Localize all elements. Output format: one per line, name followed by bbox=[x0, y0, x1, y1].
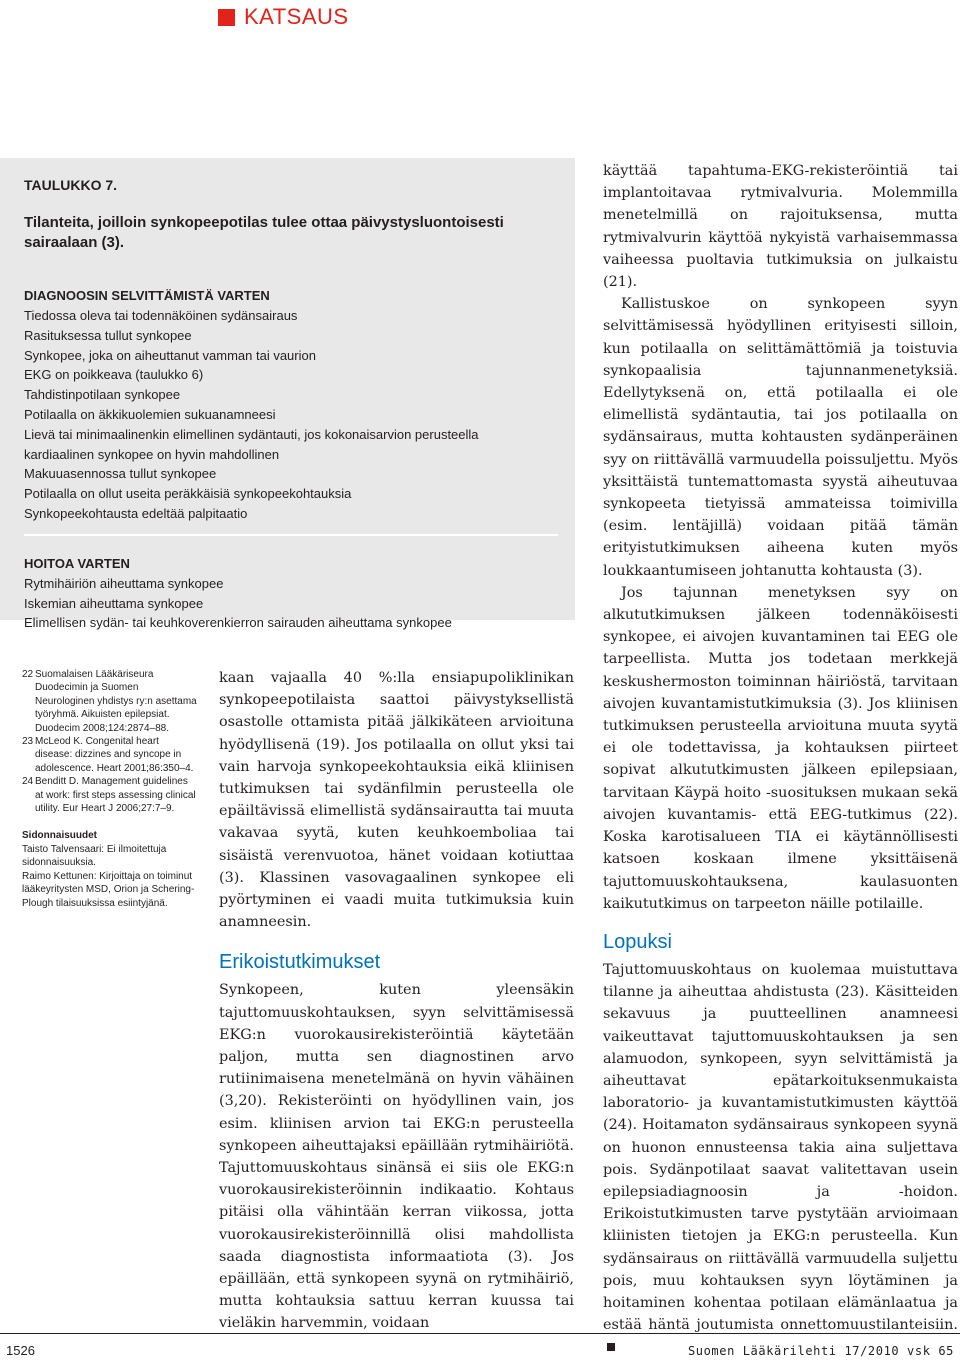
journal-info: Suomen Lääkärilehti 17/2010 vsk 65 bbox=[687, 1344, 954, 1358]
table-item: Tiedossa oleva tai todennäköinen sydänsairaus bbox=[24, 308, 298, 323]
subheading-erikoistutkimukset: Erikoistutkimukset bbox=[219, 951, 381, 974]
table-item: Potilaalla on ollut useita peräkkäisiä synkopeekohtauksia bbox=[24, 486, 352, 502]
disclosure-line: Raimo Kettunen: Kirjoittaja on toiminut lääkeyritysten MSD, Orion ja Schering-Plough tilaisuuksissa esiintyjänä. bbox=[22, 870, 195, 909]
table-item: Synkopeekohtausta edeltää palpitaatio bbox=[24, 505, 248, 521]
table-section-heading-diagnosis: DIAGNOOSIN SELVITTÄMISTÄ VARTEN bbox=[24, 288, 270, 303]
section-label: KATSAUS bbox=[244, 4, 349, 29]
body-paragraph: Jos tajunnan menetyksen syy on alkututkimuksen jälkeen todennäköisesti synkopee, ei aivojen kuvantaminen tai EEG ole tarpeellista. Mutta jos todetaan merkkejä keskushermoston toiminnan häiriöstä, tarvitaan aivojen kuvantamistutkimuksia (3). Jos kliinisen tutkimuksen perusteella arvioituna muuta syytä ei ole todettavissa, ja kohtauksen piirteet sopivat alkututkimusten jälkeen epilepsiaan, tarvitaan Käypä hoito -suosituksen mukaan sekä aivojen kuvantamis- että EEG-tutkimus (22). Koska karotisalueen TIA ei käytännöllisesti katsoen koskaan ilmene yksittäisenä tajuttomuuskohtauksena, kaulasuonten kaikututkimus on tarpeeton näille potilaille. bbox=[603, 584, 958, 912]
disclosure-line: Taisto Talvensaari: Ei ilmoitettuja sidonnaisuuksia. bbox=[22, 843, 167, 869]
disclosures-heading: Sidonnaisuudet bbox=[22, 830, 97, 842]
page-number: 1526 bbox=[6, 1343, 35, 1358]
table-item: kardiaalinen synkopee on hyvin mahdollinen bbox=[24, 446, 280, 462]
right-column bbox=[603, 160, 958, 1359]
table-item: EKG on poikkeava (taulukko 6) bbox=[24, 367, 204, 383]
table-item: Elimellisen sydän- tai keuhkoverenkierron sairauden aiheuttama synkopee bbox=[24, 615, 452, 631]
reference-text: Benditt D. Management guidelines at work: first steps assessing clinical utility. Eur Heart J 2006;27:7–9. bbox=[35, 776, 196, 815]
table-content bbox=[24, 176, 559, 633]
table-box bbox=[0, 158, 575, 631]
table-item: Rasituksessa tullut synkopee bbox=[24, 327, 192, 343]
section-header bbox=[218, 4, 349, 30]
footer-rule bbox=[0, 1333, 960, 1334]
table-item: Iskemian aiheuttama synkopee bbox=[24, 595, 204, 611]
reference-item bbox=[22, 668, 197, 735]
table-item: Tahdistinpotilaan synkopee bbox=[24, 387, 181, 403]
body-paragraph: kaan vajaalla 40 %:lla ensiapupoliklinikan synkopeepotilaista saattoi päivystyksellistä osastolle ottamista pitää jälkikäteen arvioituna hyödyllisenä (19). Jos potilaalla on ollut yksi tai vain harvoja synkopeekohtauksia eikä kliinisen tutkimuksen tai sydänfilmin perusteella ole epäiltävissä elimellistä sydänsairautta tai muuta vakavaa syytä, kuten keuhkoemboliaa tai sisäistä verenvuotoa, hänet voidaan kotiuttaa (3). Klassinen vasovagaalinen synkopee eli pyörtyminen ei vaadi muita tutkimuksia kuin anamneesin. bbox=[219, 670, 574, 931]
body-paragraph: Synkopeen, kuten yleensäkin tajuttomuuskohtauksen, syyn selvittämisessä EKG:n vuorokausirekisteröintiä käytetään paljon, mutta sen diagnostinen arvo rutiinimaisena menetelmänä on hyvin vähäinen (3,20). Rekisteröinti on hyödyllinen vain, jos esim. kliinisen arvion tai EKG:n perusteella synkopeen aiheuttajaksi epäillään rytmihäiriötä. Tajuttomuuskohtaus sinänsä ei siis ole EKG:n vuorokausirekisteröinnin indikaatio. Kohtaus pitäisi olla vähintään kerran viikossa, jotta vuorokausirekisteröinnillä olisi mahdollista saada diagnostista informaatiota (3). Jos epäillään, että synkopeen syynä on rytmihäiriö, mutta kohtauksia sattuu kerran kuussa tai vieläkin harvemmin, voidaan bbox=[219, 982, 574, 1332]
table-item: Lievä tai minimaalinenkin elimellinen sydäntauti, jos kokonaisarvion perusteella bbox=[24, 426, 479, 442]
table-item: Synkopee, joka on aiheuttanut vamman tai vaurion bbox=[24, 347, 316, 363]
reference-text: McLeod K. Congenital heart disease: dizzines and syncope in adolescence. Heart 2001;86:350–4. bbox=[35, 736, 194, 774]
table-number: TAULUKKO 7. bbox=[24, 177, 118, 193]
table-title: Tilanteita, joilloin synkopeepotilas tulee ottaa päivystysluontoisesti sairaalaan (3). bbox=[24, 214, 504, 251]
subheading-lopuksi: Lopuksi bbox=[603, 930, 672, 953]
final-paragraph-text: Tajuttomuuskohtaus on kuolemaa muistuttava tilanne ja aiheuttaa ahdistusta (23). Käsitteiden sekavuus ja puutteellinen anamneesi vaikeuttavat tajuttomuuskohtauksen ja sen alamuodon, synkopeen, syyn selvittämistä ja aiheuttavat epätarkoituksenmukaista laboratorio- ja kuvantamistutkimusten käyttöä (24). Hoitamaton sydänsairaus synkopeen syynä on huonon ennusteensa takia aina suljettava pois. Sydänpotilaat saavat valitettavan usein epilepsiadiagnoosin ja -hoidon. Erikoistutkimusten tarve pystytään arvioimaan kliinisten tietojen ja EKG:n perusteella. Kun sydänsairaus on riittävällä varmuudella suljettu pois, muu kohtauksen syyn löytäminen ja hoitaminen kohentaa potilaan elämänlaatua ja estää häntä joutumista onnettomuustilanteisiin. bbox=[603, 961, 958, 1334]
table-item: Rytmihäiriön aiheuttama synkopee bbox=[24, 575, 224, 591]
reference-item bbox=[22, 775, 197, 815]
table-item: Makuuasennossa tullut synkopee bbox=[24, 466, 217, 482]
reference-number: 22 bbox=[22, 669, 34, 680]
red-square-icon bbox=[218, 9, 235, 26]
table-section-heading-treatment: HOITOA VARTEN bbox=[24, 555, 130, 571]
body-paragraph: käyttää tapahtuma-EKG-rekisteröintiä tai implantoitavaa rytmivalvuria. Molemmilla menetelmillä on rajoituksensa, mutta rytmivalvurin käyttöä nykyistä varhaisemmassa vaiheessa puoltavia tutkimuksia on julkaistu (21). bbox=[603, 163, 958, 291]
table-divider bbox=[24, 534, 558, 536]
reference-number: 24 bbox=[22, 776, 34, 788]
body-paragraph-final bbox=[603, 959, 958, 1359]
body-paragraph: Kallistuskoe on synkopeen syyn selvittämisessä hyödyllinen erityisesti silloin, kun potilaalla on selittämättömiä ja toistuvia synkopaalisia tajunnanmenetyksiä. Edellytyksenä on, että potilaalla ei ole elimellistä sydäntautia, tai jos potilaalla on sydänsairaus, mutta kohtausten sydänperäinen syy on riittävällä varmuudella poissuljettu. Myös yksittäistä tuntemattomasta syystä aiheutuvaa synkopeeta tietyissä ammateissa toimivilla (esim. lentäjillä) voidaan pitää tämän erityistutkimuksen aiheena kuten myös loukkaantumiseen johtanutta kohtausta (3). bbox=[603, 296, 958, 579]
end-mark-icon bbox=[607, 1343, 615, 1351]
middle-column bbox=[219, 667, 574, 1335]
references-sidebar bbox=[22, 668, 197, 910]
table-item: Potilaalla on äkkikuolemien sukuanamneesi bbox=[24, 406, 276, 422]
reference-number: 23 bbox=[22, 736, 34, 748]
reference-item bbox=[22, 735, 197, 775]
reference-text: Suomalaisen Lääkäriseura Duodecimin ja Suomen Neurologinen yhdistys ry:n asettama työryhmä. Aikuisten epilepsiat. Duodecim 2008;124:2874–88. bbox=[35, 669, 197, 734]
